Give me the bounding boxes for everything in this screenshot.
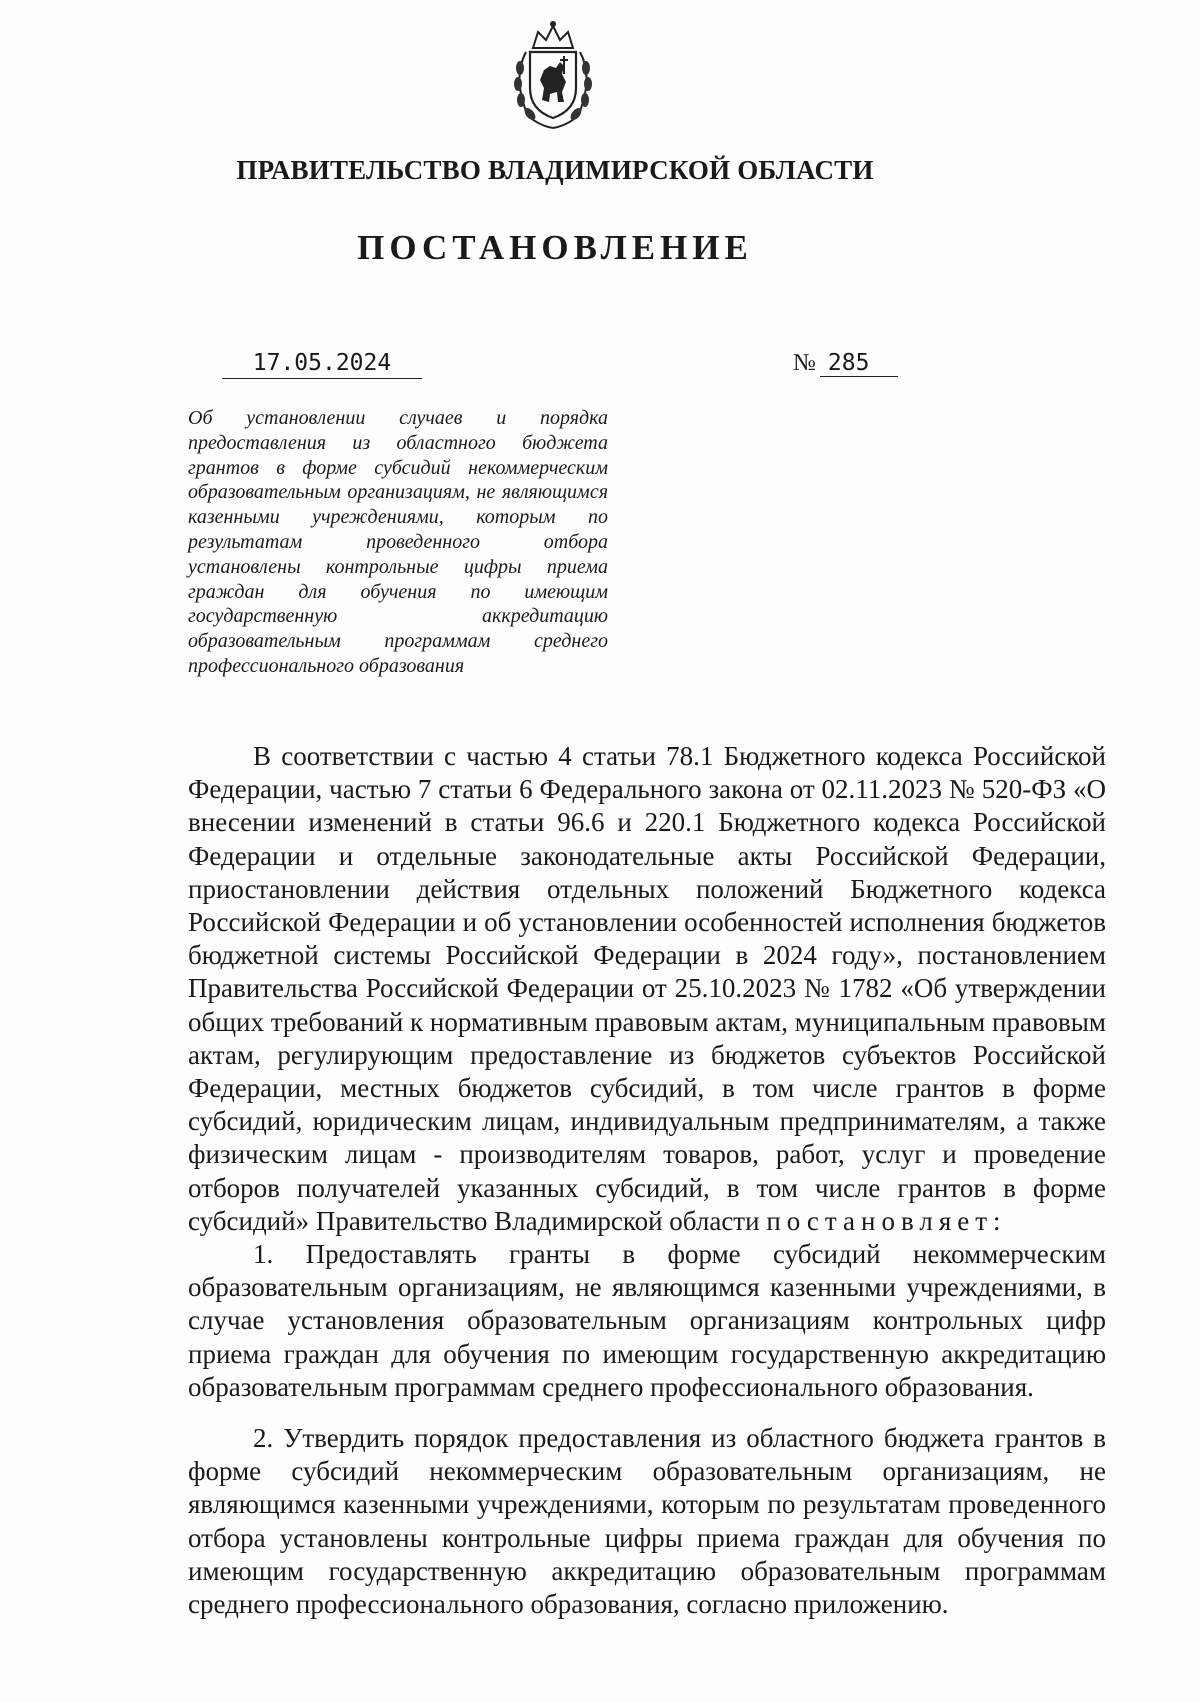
item-1-paragraph: 1. Предоставлять гранты в форме субсидий некоммерческим образовательным организациям, не являющимся казенными учреждениями, в случае установления образовательным организациям контрольных цифр приема граждан для обучения по имеющим государственную аккредитацию образовательным программам среднего профессионального образования. xyxy=(188,1239,1106,1402)
organization-title: ПРАВИТЕЛЬСТВО ВЛАДИМИРСКОЙ ОБЛАСТИ xyxy=(236,155,874,185)
document-body xyxy=(188,740,1106,1621)
document-number xyxy=(793,350,898,377)
preamble-paragraph xyxy=(188,740,1106,1238)
preamble-text: В соответствии с частью 4 статьи 78.1 Бюджетного кодекса Российской Федерации, частью 7 статьи 6 Федерального закона от 02.11.2023 № 520-ФЗ «О внесении изменений в статьи 96.6 и 220.1 Бюджетного кодекса Российской Федерации и отдельные законодательные акты Российской Федерации, приостановлении действия отдельных положений Бюджетного кодекса Российской Федерации и об установлении особенностей исполнения бюджетов бюджетной системы Российской Федерации в 2024 году», постановлением Правительства Российской Федерации от 25.10.2023 № 1782 «Об утверждении общих требований к нормативным правовым актам, муниципальным правовым актам, регулирующим предоставление из бюджетов субъектов Российской Федерации, местных бюджетов субсидий, в том числе грантов в форме субсидий, юридическим лицам, индивидуальным предпринимателям, а также физическим лицам - производителям товаров, работ, услуг и проведение отборов получателей указанных субсидий, в том числе грантов в форме субсидий» Правительство Владимирской области xyxy=(188,741,1106,1236)
document-subject: Об установлении случаев и порядка предоставления из областного бюджета грантов в форме субсидий некоммерческим образовательным организациям, не являющимся казенными учреждениями, которым по результатам проведенного отбора установлены контрольные цифры приема граждан для обучения по имеющим государственную аккредитацию образовательным программам среднего профессионального образования xyxy=(188,407,608,677)
document-type-title: ПОСТАНОВЛЕНИЕ xyxy=(357,228,753,267)
item-2-paragraph: 2. Утвердить порядок предоставления из областного бюджета грантов в форме субсидий некоммерческим образовательным организациям, не являющимся казенными учреждениями, которым по результатам проведенного отбора установлены контрольные цифры приема граждан для обучения по имеющим государственную аккредитацию образовательным программам среднего профессионального образования, согласно приложению. xyxy=(188,1423,1106,1620)
document-date: 17.05.2024 xyxy=(222,350,422,379)
document-number-value: 285 xyxy=(820,350,898,377)
vladimir-region-coat-of-arms-icon xyxy=(500,18,606,130)
number-sign: № xyxy=(793,350,816,376)
decree-word: постановляет: xyxy=(766,1205,1007,1236)
